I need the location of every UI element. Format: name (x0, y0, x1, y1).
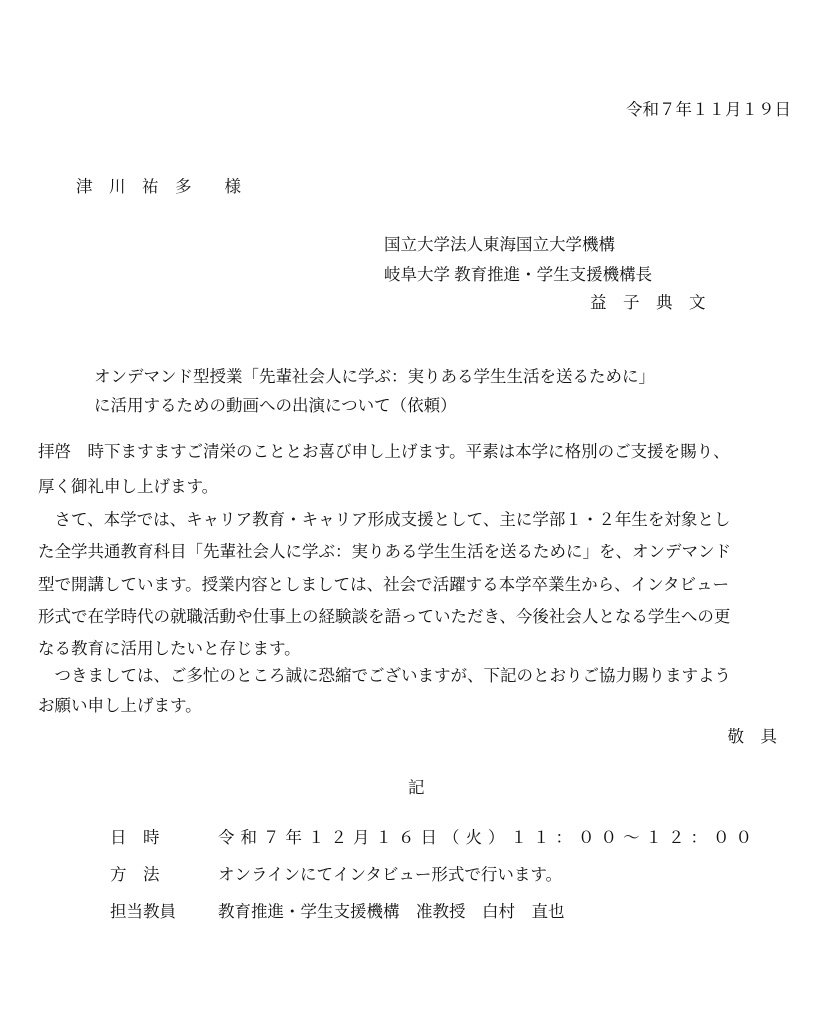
ki-heading: 記 (408, 778, 425, 797)
letter-date: 令和７年１１月１９日 (626, 100, 791, 119)
body-line: た全学共通教育科目「先輩社会人に学ぶ：実りある学生生活を送るために」を、オンデマンド (38, 542, 731, 561)
subject-line: に活用するための動画への出演について（依頼） (94, 396, 457, 415)
body-line: お願い申し上げます。 (38, 696, 202, 715)
detail-label-faculty: 担当教員 (110, 902, 176, 921)
closing: 敬 具 (727, 727, 777, 746)
recipient-name: 津 川 祐 多 様 (76, 177, 241, 196)
detail-label-method: 方 法 (110, 865, 160, 884)
body-line: 拝啓 時下ますますご清栄のこととお喜び申し上げます。平素は本学に格別のご支援を賜り、 (38, 442, 730, 461)
sender-name: 益 子 典 文 (590, 293, 706, 312)
body-line: つきましては、ご多忙のところ誠に恐縮でございますが、下記のとおりご協力賜りますよう (38, 666, 731, 685)
detail-value-faculty: 教育推進・学生支援機構 准教授 白村 直也 (218, 902, 565, 921)
body-line: さて、本学では、キャリア教育・キャリア形成支援として、主に学部１・２年生を対象とし (38, 510, 731, 529)
body-line: 型で開講しています。授業内容としましては、社会で活躍する本学卒業生から、インタビュー (38, 575, 730, 594)
subject-line: オンデマンド型授業「先輩社会人に学ぶ：実りある学生生活を送るために」 (94, 367, 655, 386)
body-line: 形式で在学時代の就職活動や仕事上の経験談を語っていただき、今後社会人となる学生への更 (38, 607, 731, 626)
body-line: なる教育に活用したいと存じます。 (38, 639, 301, 658)
body-line: 厚く御礼申し上げます。 (38, 477, 219, 496)
detail-value-method: オンラインにてインタビュー形式で行います。 (218, 865, 563, 884)
sender-department: 岐阜大学 教育推進・学生支援機構長 (384, 265, 653, 284)
detail-value-datetime: 令和７年１２月１６日（火）１１：００～１２：００ (218, 828, 758, 847)
detail-label-datetime: 日 時 (110, 828, 160, 847)
sender-organization: 国立大学法人東海国立大学機構 (384, 235, 615, 254)
